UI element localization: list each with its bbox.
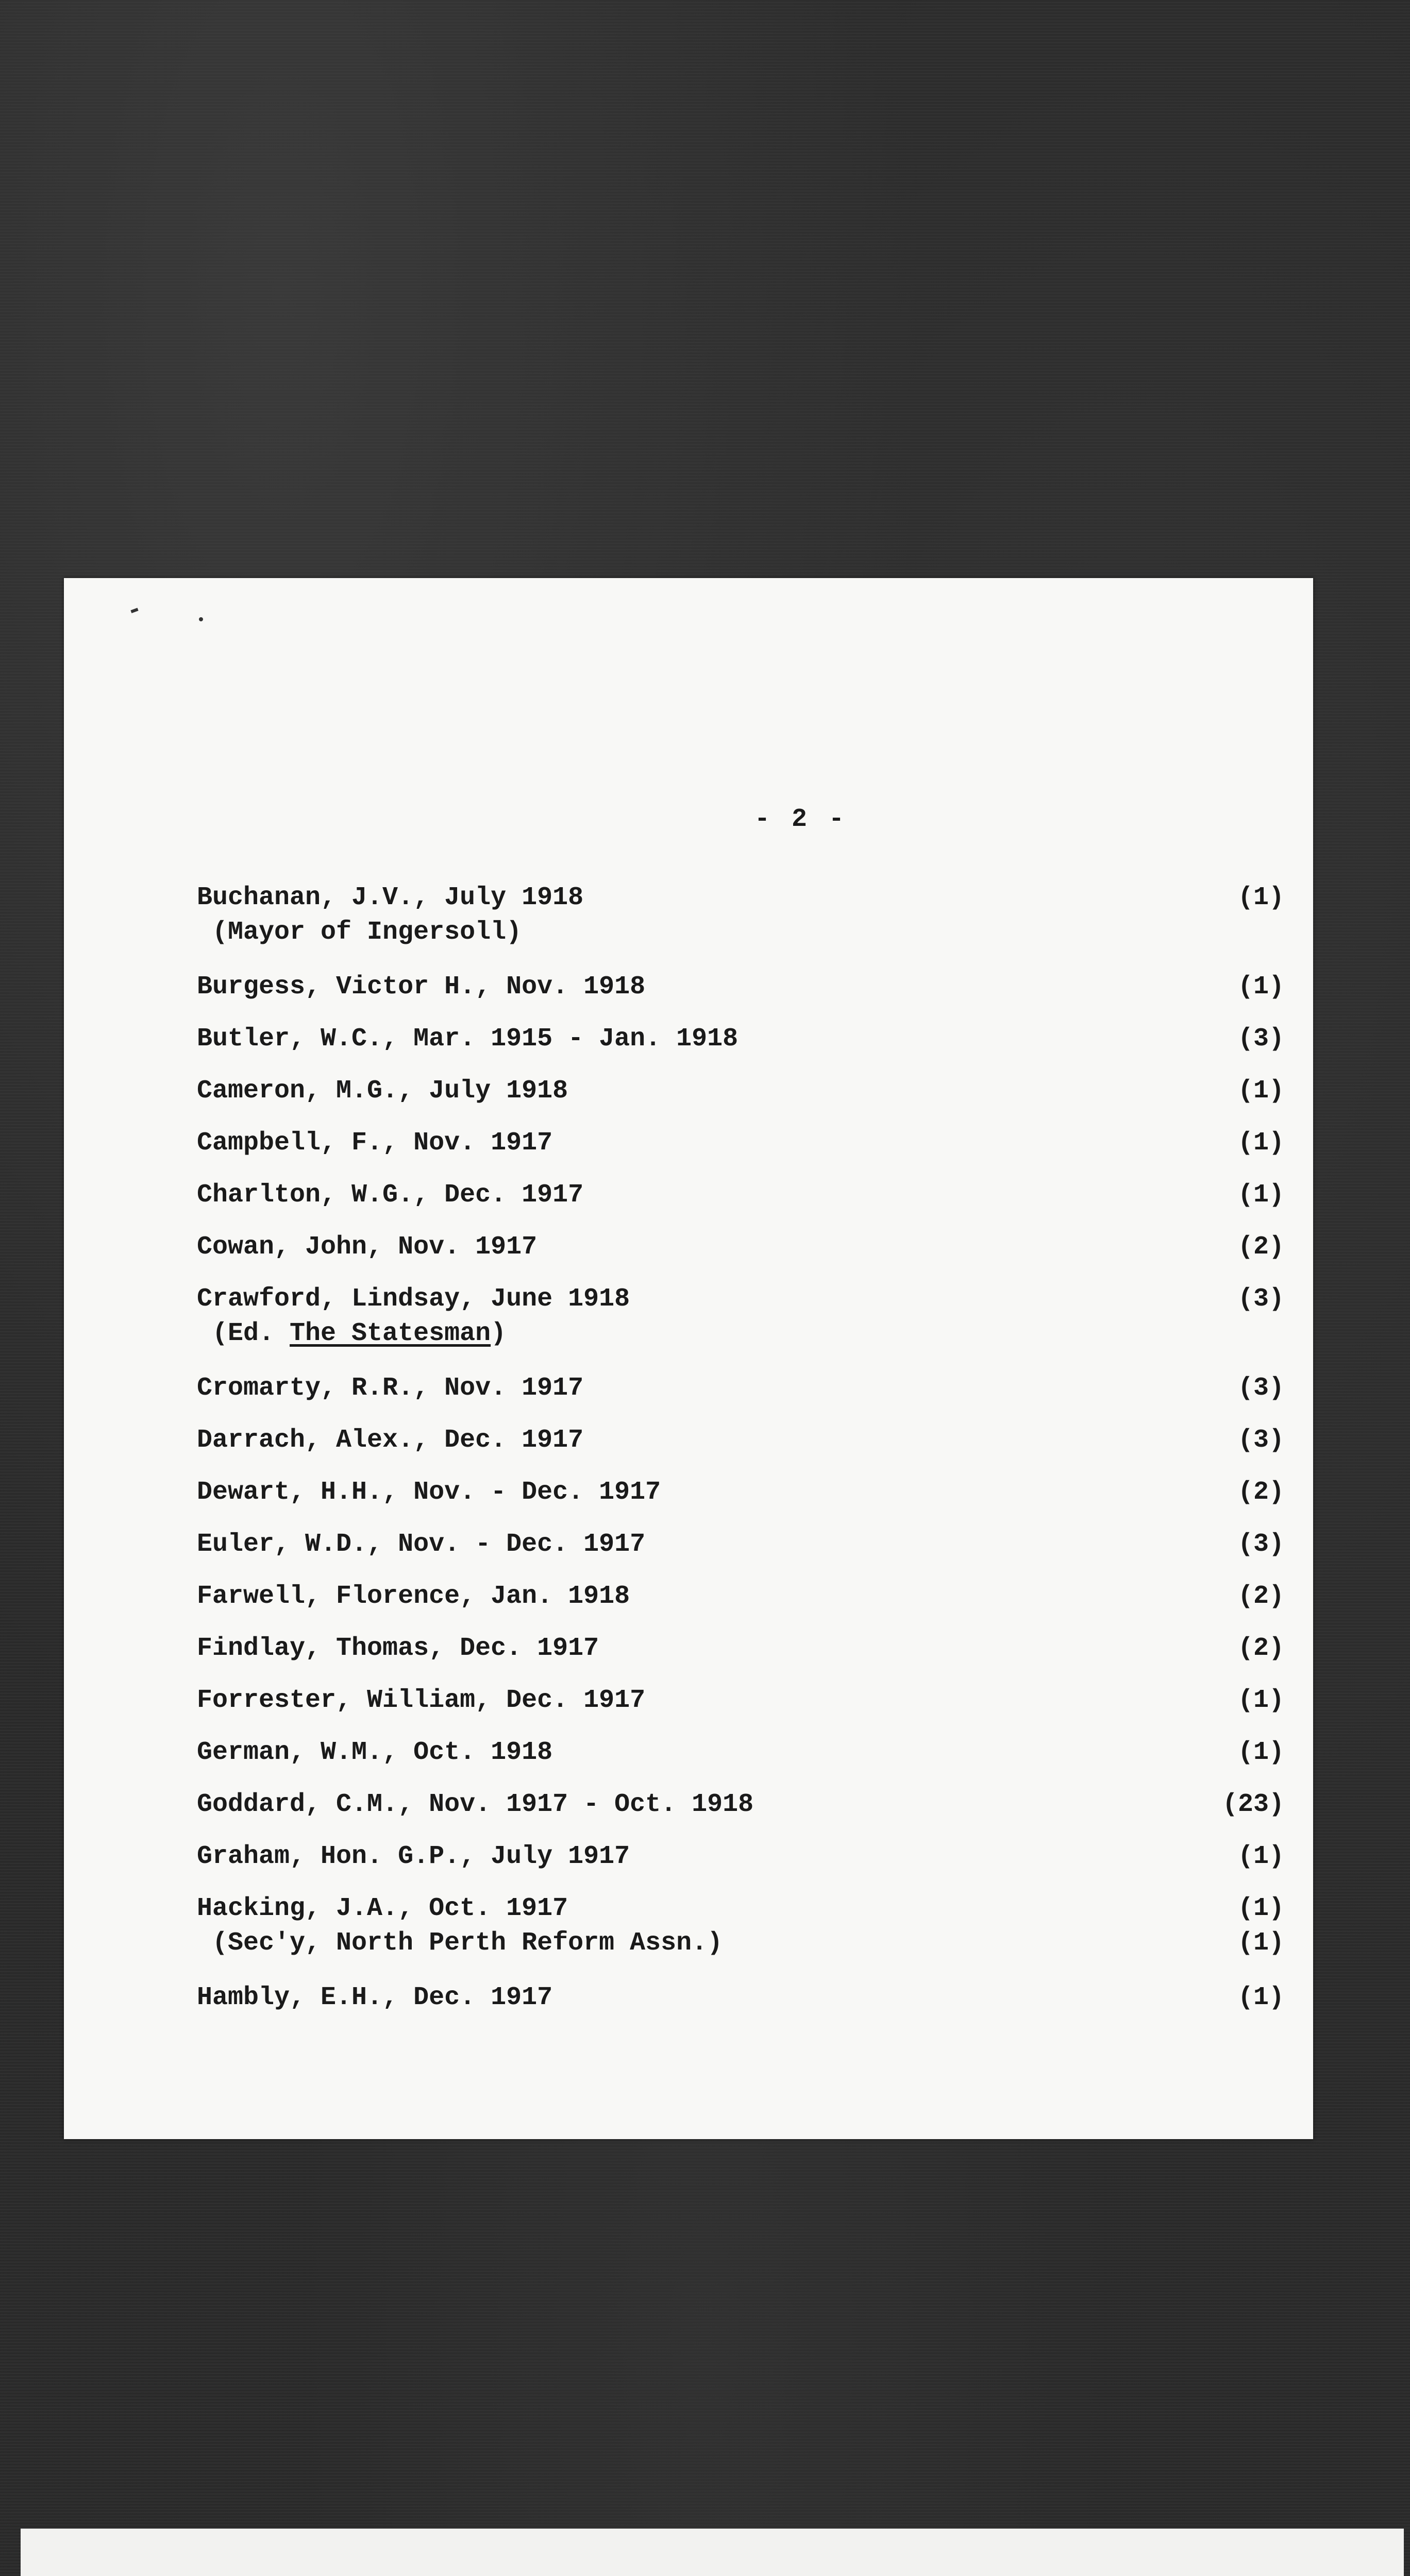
list-item — [197, 1982, 1284, 2034]
entry-count: (3) — [1237, 1426, 1284, 1455]
entry-text: Findlay, Thomas, Dec. 1917 — [197, 1634, 599, 1663]
entry-text: Darrach, Alex., Dec. 1917 — [197, 1426, 584, 1455]
list-item — [197, 1023, 1284, 1075]
list-item — [197, 1477, 1284, 1529]
entry-count: (2) — [1237, 1582, 1284, 1611]
list-item — [197, 1372, 1284, 1425]
list-item — [197, 1893, 1284, 1964]
entry-text: Charlton, W.G., Dec. 1917 — [197, 1180, 584, 1210]
list-item — [197, 1737, 1284, 1789]
entry-text: Cromarty, R.R., Nov. 1917 — [197, 1374, 584, 1403]
list-item — [197, 1633, 1284, 1685]
list-item — [197, 1179, 1284, 1231]
list-item — [197, 1231, 1284, 1283]
page-number: - 2 - — [754, 805, 848, 834]
note-suffix: ) — [491, 1319, 507, 1348]
entry-count: (1) — [1237, 1180, 1284, 1210]
entry-count: (3) — [1237, 1530, 1284, 1559]
list-item — [197, 1127, 1284, 1179]
entry-count: (1) — [1237, 1076, 1284, 1106]
entry-text: Dewart, H.H., Nov. - Dec. 1917 — [197, 1478, 661, 1507]
entry-count: (23) — [1222, 1790, 1284, 1819]
entry-note: (Mayor of Ingersoll) — [212, 918, 522, 947]
entry-text: Crawford, Lindsay, June 1918 — [197, 1284, 630, 1314]
entry-count: (3) — [1237, 1024, 1284, 1054]
correspondent-list — [197, 882, 1284, 2034]
list-item — [197, 1685, 1284, 1737]
entry-count: (1) — [1237, 883, 1284, 912]
entry-text: Graham, Hon. G.P., July 1917 — [197, 1842, 630, 1871]
entry-note — [197, 1318, 506, 1355]
archive-stamp — [21, 2529, 1404, 2576]
list-item — [197, 1283, 1284, 1355]
entry-text: Cowan, John, Nov. 1917 — [197, 1232, 538, 1262]
entry-text: Buchanan, J.V., July 1918 — [197, 883, 584, 912]
entry-text: Cameron, M.G., July 1918 — [197, 1076, 568, 1106]
entry-text: Hambly, E.H., Dec. 1917 — [197, 1983, 553, 2012]
list-item — [197, 1529, 1284, 1581]
entry-text: Butler, W.C., Mar. 1915 - Jan. 1918 — [197, 1024, 738, 1054]
entry-count: (1) — [1237, 1842, 1284, 1871]
entry-text: Euler, W.D., Nov. - Dec. 1917 — [197, 1530, 646, 1559]
note-prefix: (Ed. — [212, 1319, 290, 1348]
entry-text: Burgess, Victor H., Nov. 1918 — [197, 972, 646, 1002]
entry-count: (1) — [1237, 1894, 1284, 1923]
entry-text: Forrester, William, Dec. 1917 — [197, 1686, 646, 1715]
entry-text: German, W.M., Oct. 1918 — [197, 1738, 553, 1767]
entry-text: Hacking, J.A., Oct. 1917 — [197, 1894, 568, 1923]
entry-text: Goddard, C.M., Nov. 1917 - Oct. 1918 — [197, 1790, 754, 1819]
publication-title: The Statesman — [290, 1319, 491, 1348]
list-item — [197, 1841, 1284, 1893]
entry-count: (2) — [1237, 1232, 1284, 1262]
entry-count: (1) — [1237, 1738, 1284, 1767]
stray-mark — [130, 608, 138, 613]
entry-count: (1) — [1237, 1686, 1284, 1715]
list-item — [197, 1581, 1284, 1633]
entry-count: (2) — [1237, 1478, 1284, 1507]
entry-count: (2) — [1237, 1634, 1284, 1663]
entry-note-count: (1) — [1237, 1928, 1284, 1958]
list-item — [197, 971, 1284, 1023]
list-item — [197, 1425, 1284, 1477]
list-item — [197, 1789, 1284, 1841]
entry-count: (1) — [1237, 972, 1284, 1002]
entry-note: (Sec'y, North Perth Reform Assn.) — [212, 1928, 723, 1958]
entry-count: (1) — [1237, 1128, 1284, 1158]
entry-count: (1) — [1237, 1983, 1284, 2012]
entry-text: Campbell, F., Nov. 1917 — [197, 1128, 553, 1158]
typed-document-page — [64, 578, 1313, 2139]
entry-count: (3) — [1237, 1374, 1284, 1403]
entry-count: (3) — [1237, 1284, 1284, 1314]
entry-text: Farwell, Florence, Jan. 1918 — [197, 1582, 630, 1611]
list-item — [197, 882, 1284, 954]
stray-dot — [199, 617, 203, 621]
list-item — [197, 1075, 1284, 1127]
